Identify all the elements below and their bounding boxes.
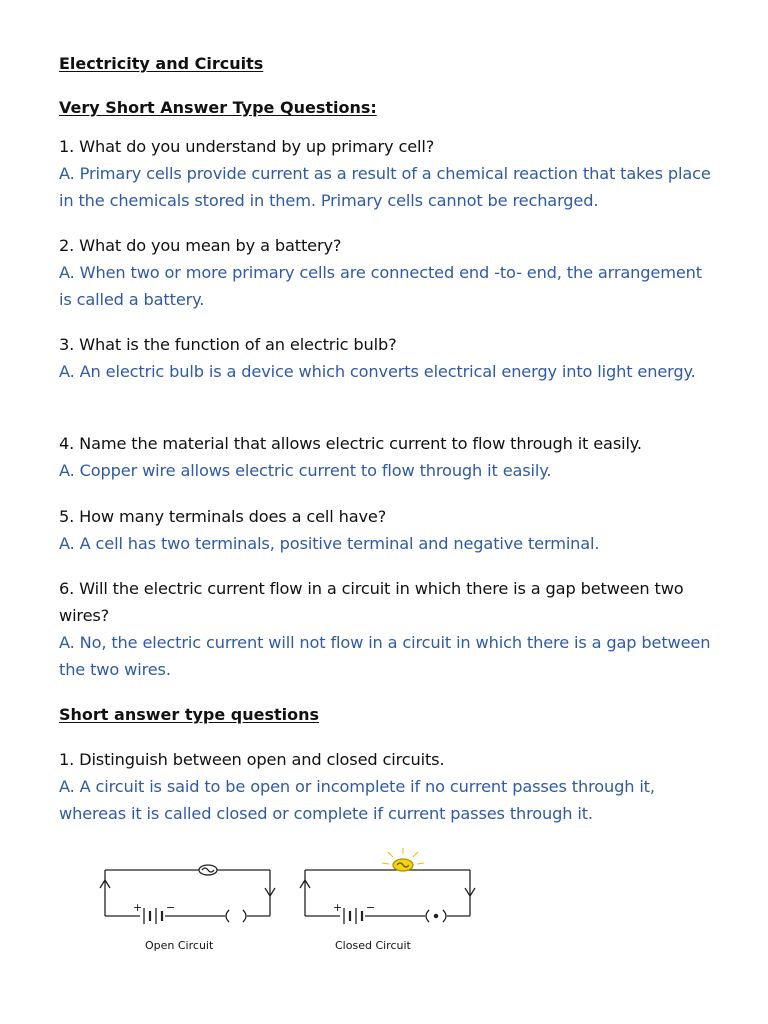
question-text: 2. What do you mean by a battery? — [59, 236, 342, 255]
question-text: 3. What is the function of an electric bulb? — [59, 335, 397, 354]
answer-text: A. Primary cells provide current as a result of a chemical reaction that takes place in the chemicals stored in them. Primary cells cannot be recharged. — [59, 164, 711, 210]
qa-item-short-1 — [59, 746, 719, 827]
bulb-lit-icon — [393, 859, 413, 871]
question-text: 4. Name the material that allows electric current to flow through it easily. — [59, 434, 642, 453]
section-heading-short: Short answer type questions — [59, 705, 320, 724]
qa-item-6 — [59, 575, 719, 683]
answer-text: A. A cell has two terminals, positive terminal and negative terminal. — [59, 534, 600, 553]
open-circuit-diagram — [100, 865, 275, 924]
circuit-diagrams — [95, 848, 495, 960]
switch-open-icon — [243, 910, 246, 922]
qa-item-1 — [59, 133, 719, 214]
document-title: Electricity and Circuits — [59, 54, 264, 73]
question-text: 5. How many terminals does a cell have? — [59, 507, 387, 526]
switch-open-icon — [226, 910, 229, 922]
open-circuit-caption: Open Circuit — [145, 939, 214, 952]
question-text: 1. Distinguish between open and closed circuits. — [59, 750, 445, 769]
battery-minus-label: − — [166, 901, 176, 914]
section-heading-very-short: Very Short Answer Type Questions: — [59, 98, 377, 117]
answer-text: A. An electric bulb is a device which converts electrical energy into light energy. — [59, 362, 696, 381]
closed-circuit-diagram — [300, 848, 475, 924]
question-text: 6. Will the electric current flow in a circuit in which there is a gap between two wires? — [59, 579, 684, 625]
battery-minus-label: − — [366, 901, 376, 914]
battery-plus-label: + — [133, 901, 143, 914]
question-text: 1. What do you understand by up primary cell? — [59, 137, 435, 156]
answer-text: A. A circuit is said to be open or incomplete if no current passes through it, whereas it is called closed or complete if current passes through it. — [59, 777, 655, 823]
closed-circuit-caption: Closed Circuit — [335, 939, 411, 952]
qa-item-2 — [59, 232, 719, 313]
answer-text: A. When two or more primary cells are connected end -to- end, the arrangement is called a battery. — [59, 263, 702, 309]
bulb-icon — [199, 865, 217, 875]
qa-item-3 — [59, 331, 719, 385]
qa-item-5 — [59, 503, 719, 557]
battery-icon — [144, 908, 162, 924]
qa-item-4 — [59, 430, 719, 484]
answer-text: A. Copper wire allows electric current to flow through it easily. — [59, 461, 552, 480]
answer-text: A. No, the electric current will not flow in a circuit in which there is a gap between the two wires. — [59, 633, 711, 679]
battery-icon — [344, 908, 362, 924]
battery-plus-label: + — [333, 901, 343, 914]
switch-closed-icon — [426, 910, 446, 922]
